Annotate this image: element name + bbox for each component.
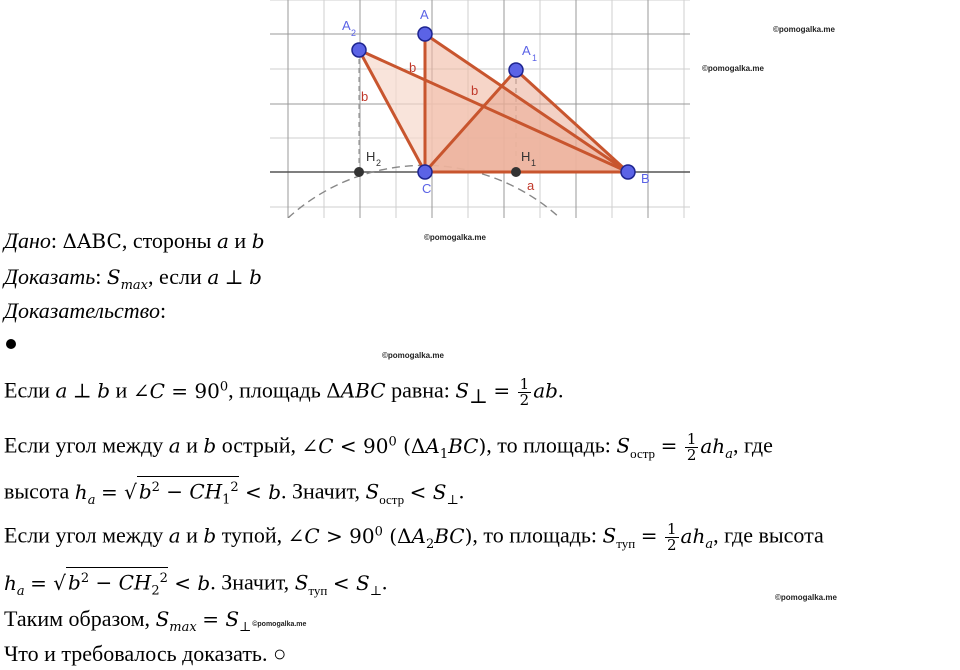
label-h2: H: [366, 149, 376, 164]
l1-area: , площадь: [228, 377, 321, 403]
given-line: Дано: ΔABC, стороны a и b: [4, 228, 265, 253]
l2-sharp: острый,: [221, 432, 296, 458]
statement-line-1: Если a ⊥ b и ∠C = $90^0$, площадь ΔABC равна: $S_\perp$ = $\frac{1}{2}$ ab.: [4, 375, 564, 410]
label-a2: A: [342, 18, 351, 33]
given-label: Дано: [4, 228, 51, 253]
l4-where: , где высота: [713, 522, 824, 548]
given-triangle: ΔABC: [62, 229, 122, 253]
label-a2-sub: 2: [351, 28, 357, 38]
qed-text: Что и требовалось доказать. ○: [4, 641, 287, 666]
l3-pre: высота: [4, 478, 70, 504]
l4-pre: Если угол между: [4, 522, 164, 548]
label-b: B: [641, 171, 650, 186]
l2-pre: Если угол между: [4, 432, 164, 458]
point-a: [418, 27, 432, 41]
label-a: A: [420, 7, 429, 22]
statement-line-5: $h_a$ = √ $b^2 - CH_2^2 < b$. Значит, $S_{туп} < S_\perp$.: [4, 567, 387, 605]
point-b: [621, 165, 635, 179]
label-side-b-1: b: [361, 89, 369, 104]
l1-eq: равна:: [391, 377, 450, 403]
statement-line-6: Таким образом, $S_{max}$ = $S_\perp©pomogalka.me$: [4, 606, 307, 635]
proof-title: Доказательство:: [4, 298, 167, 323]
l4-then: , то площадь:: [472, 522, 598, 548]
bullet-dot: [6, 339, 16, 349]
label-h1: H: [521, 149, 531, 164]
prove-if: , если: [147, 264, 202, 289]
point-h2: [354, 167, 364, 177]
statement-line-3: высота $h_a$ = √ $b^2 - CH_1^2 < b$. Значит, $S_{остр} < S_\perp$.: [4, 476, 464, 514]
l2-where: , где: [732, 432, 773, 458]
statement-line-2: Если угол между a и b острый, ∠C < $90^0$ $(\Delta A_1BC)$, то площадь: $S_{остр}$ = $\frac{1}{2}$ $ah_a$, где: [4, 430, 773, 465]
watermark: ©pomogalka.me: [252, 621, 307, 628]
sub-tup-1: туп: [616, 536, 636, 552]
point-h1: [511, 167, 521, 177]
watermark: ©pomogalka.me: [775, 593, 837, 602]
l4-obtuse: тупой,: [221, 522, 283, 548]
label-side-b-2: b: [409, 60, 417, 75]
label-side-b-3: b: [471, 83, 479, 98]
statement-line-4: Если угол между a и b тупой, ∠C > $90^0$ $(\Delta A_2BC)$, то площадь: $S_{туп}$ = $\frac{1}{2}$ $ah_a$, где высота: [4, 520, 824, 555]
label-a1: A: [522, 43, 531, 58]
prove-line: Доказать: $S_{max}$, если a ⊥ b: [4, 264, 262, 293]
label-h1-sub: 1: [531, 158, 537, 168]
l5-mid: . Значит,: [210, 569, 290, 595]
label-h2-sub: 2: [376, 158, 382, 168]
geometry-figure: [270, 0, 690, 218]
sub-ostr-2: остр: [379, 492, 405, 508]
given-rest: , стороны: [121, 228, 212, 253]
l2-then: , то площадь:: [486, 432, 611, 458]
point-a1: [509, 63, 523, 77]
triangle-diagram: [270, 0, 690, 218]
sub-tup-2: туп: [308, 583, 328, 599]
label-side-a: a: [527, 178, 535, 193]
watermark: ©pomogalka.me: [773, 25, 835, 34]
point-a2: [352, 43, 366, 57]
l3-mid: . Значит,: [281, 478, 360, 504]
point-c: [418, 165, 432, 179]
l6-text: Таким образом,: [4, 606, 151, 631]
proof-label: Доказательство: [4, 298, 160, 323]
watermark: ©pomogalka.me: [424, 233, 486, 242]
and-word: и: [234, 228, 247, 253]
watermark: ©pomogalka.me: [382, 351, 444, 360]
prove-label: Доказать: [4, 264, 96, 289]
sub-ostr-1: остр: [630, 446, 656, 462]
label-c: C: [422, 181, 432, 196]
statement-line-7: [4, 641, 286, 667]
l1-and: и: [115, 377, 128, 403]
l1-pre: Если: [4, 377, 50, 403]
watermark: ©pomogalka.me: [702, 64, 764, 73]
label-a1-sub: 1: [532, 53, 538, 63]
